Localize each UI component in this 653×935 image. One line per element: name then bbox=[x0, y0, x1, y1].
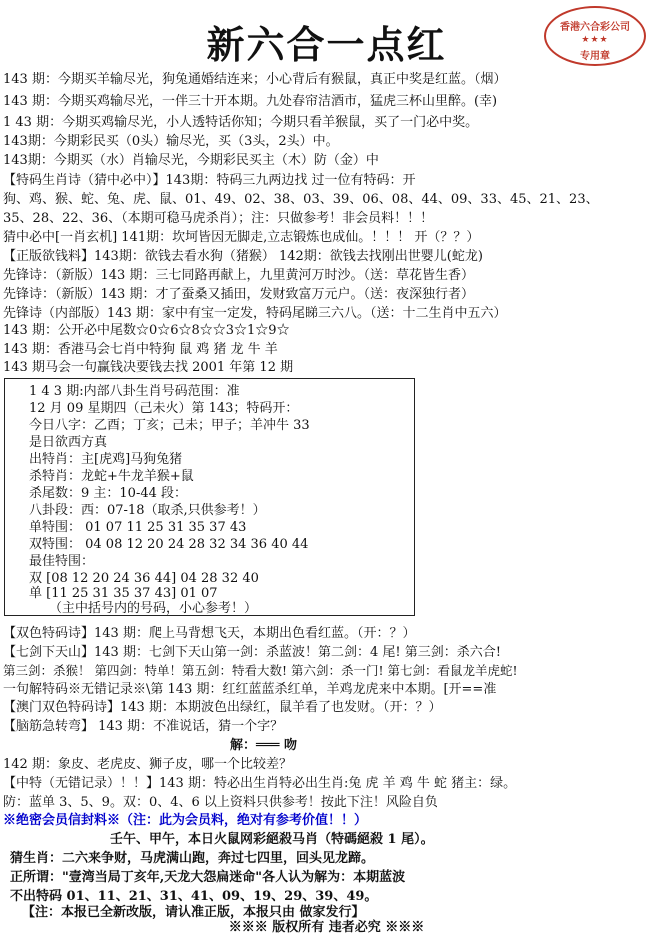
text-line: 正所谓："壹湾当局丁亥年,天龙大怨扁迷命"各人认为解为：本期蓝波 bbox=[10, 870, 406, 885]
box-line: 1 4 3 期:内部八卦生肖号码范围：准 bbox=[29, 384, 240, 399]
text-line: 【正版欲钱料】143期：欲钱去看水狗（猪猴） 142期：欲钱去找刚出世婴儿(蛇龙) bbox=[3, 249, 483, 264]
copyright-line: ※※※ 版权所有 违者必究 ※※※ bbox=[228, 920, 425, 935]
notice-line: 【注：本报已全新改版，请认准正版，本报只由 做家发行】 bbox=[22, 905, 365, 920]
page-title: 新六合一点红 bbox=[206, 22, 447, 67]
text-line: 一句解特码※无错记录※\第 143 期：红红蓝蓝杀红单，羊鸡龙虎来中本期。[开==准 bbox=[3, 682, 497, 697]
text-line: 【中特（无错记录）！！】143 期：特必出生肖特必出生肖:兔 虎 羊 鸡 牛 蛇 猪主：绿。 bbox=[3, 776, 517, 791]
box-line: 今日八字：乙酉；丁亥；己未；甲子；羊冲牛 33 bbox=[29, 418, 310, 433]
box-line: 单 [11 25 31 35 37 43] 01 07 bbox=[29, 586, 218, 601]
text-line: 先锋诗：（新版）143 期：三七同路再献上，九里黄河万时沙。（送：草花皆生香） bbox=[3, 268, 474, 283]
box-line: 杀特肖：龙蛇+牛龙羊猴+鼠 bbox=[29, 469, 194, 484]
company-seal bbox=[544, 6, 646, 66]
text-line: 猜生肖：二六来争财，马虎满山跑，奔过七四里，回头见龙蹄。 bbox=[10, 851, 375, 866]
text-line: 143 期：公开必中尾数☆0☆6☆8☆☆3☆1☆9☆ bbox=[3, 323, 290, 338]
text-line: 壬午、甲午，本日火鼠网彩絕殺马肖（特碼絕殺 1 尾）。 bbox=[110, 832, 434, 847]
seal-text-top: 香港六合彩公司 bbox=[560, 22, 630, 33]
text-line: 【澳门双色特码诗】143 期：本期波色出绿红，鼠羊看了也发财。（开：？） bbox=[3, 700, 442, 715]
box-line: 八卦段：西：07-18（取杀,只供参考！） bbox=[29, 503, 266, 518]
text-line: 143期：今期买（水）肖输尽光，今期彩民买主（木）防（金）中 bbox=[3, 153, 379, 168]
box-line: 双 [08 12 20 24 36 44] 04 28 32 40 bbox=[29, 571, 259, 586]
text-line: 防：蓝单 3、5、9。双：0、4、6 以上资料只供参考！按此下注！风险自负 bbox=[3, 795, 438, 810]
box-line: 最佳特围： bbox=[29, 554, 95, 569]
box-line: 双特围： 04 08 12 20 24 28 32 34 36 40 44 bbox=[29, 537, 309, 552]
box-line: 出特肖：主[虎鸡]马狗兔猪 bbox=[29, 452, 183, 467]
text-line: 先锋诗：（新版）143 期：才了蚕桑又插田，发财致富万元户。（送：夜深独行者） bbox=[3, 287, 474, 302]
seal-text-bottom: 专用章 bbox=[580, 51, 610, 62]
text-line: 【脑筋急转弯】 143 期：不准说话，猜一个字？ bbox=[3, 719, 284, 734]
text-line: 143 期：今期买鸡输尽光，一伴三十开本期。九处春帘洁酒市，猛虎三杯山里醉。(幸) bbox=[3, 94, 498, 109]
text-line: 【七剑下天山】143 期：七剑下天山第一剑：杀蓝波！第二剑：4 尾! 第三剑：杀六合! bbox=[3, 645, 501, 660]
box-line: （主中括号内的号码，小心参考！） bbox=[49, 601, 258, 616]
riddle-answer: 解：═══ 吻 bbox=[230, 738, 298, 753]
box-line: 是日欲西方真 bbox=[29, 435, 108, 450]
box-line: 杀尾数：9 主：10-44 段： bbox=[29, 486, 188, 501]
bagua-box bbox=[4, 378, 415, 616]
text-line: 第三剑：杀猴！ 第四剑：特单！第五剑：特看大数! 第六剑：杀一门! 第七剑：看鼠龙羊虎蛇! bbox=[3, 663, 518, 678]
seal-stars: ★★★ bbox=[581, 35, 609, 45]
member-note: ※绝密会员信封料※（注：此为会员料，绝对有参考价值！！） bbox=[3, 813, 368, 828]
text-line: 【双色特码诗】143 期：爬上马背想飞天，本期出色看红蓝。（开：？） bbox=[3, 626, 416, 641]
text-line: 不出特码 01、11、21、31、41、09、19、29、39、49。 bbox=[10, 889, 378, 904]
text-line: 143 期：香港马会七肖中特狗 鼠 鸡 猪 龙 牛 羊 bbox=[3, 342, 278, 357]
text-line: 143 期马会一句赢钱决要钱去找 2001 年第 12 期 bbox=[3, 360, 294, 375]
text-line: 【特码生肖诗（猜中必中）】143期：特码三九两边找 过一位有特码：开 bbox=[3, 173, 416, 188]
text-line: 1 43 期：今期买鸡输尽光，小人透特话你知；今期只看羊猴鼠，买了一门必中奖。 bbox=[3, 115, 479, 130]
box-line: 12 月 09 星期四（己未火）第 143；特码开： bbox=[29, 401, 299, 416]
text-line: 143 期：今期买羊输尽光，狗兔通婚结连来；小心背后有猴鼠，真正中奖是红蓝。（烟） bbox=[3, 72, 507, 87]
text-line: 猜中必中[一肖玄机] 141期：坎坷皆因无脚走,立志锻炼也成仙。！！！ 开（？？） bbox=[3, 230, 480, 245]
text-line: 143期：今期彩民买（0头）输尽光，买（3头，2头）中。 bbox=[3, 134, 339, 149]
text-line: 狗、鸡、猴、蛇、兔、虎、鼠、01、49、02、38、03、39、06、08、44、09、33、45、21、23、 bbox=[3, 192, 599, 207]
text-line: 35、28、22、36、（本期可稳马虎杀肖）；注：只做参考！非会员料！！！ bbox=[3, 211, 434, 226]
text-line: 142 期：象皮、老虎皮、狮子皮，哪一个比较差？ bbox=[3, 757, 292, 772]
box-line: 单特围： 01 07 11 25 31 35 37 43 bbox=[29, 520, 247, 535]
text-line: 先锋诗（内部版）143 期：家中有宝一定发，特码尾睇三六八。（送：十二生肖中五六） bbox=[3, 306, 507, 321]
